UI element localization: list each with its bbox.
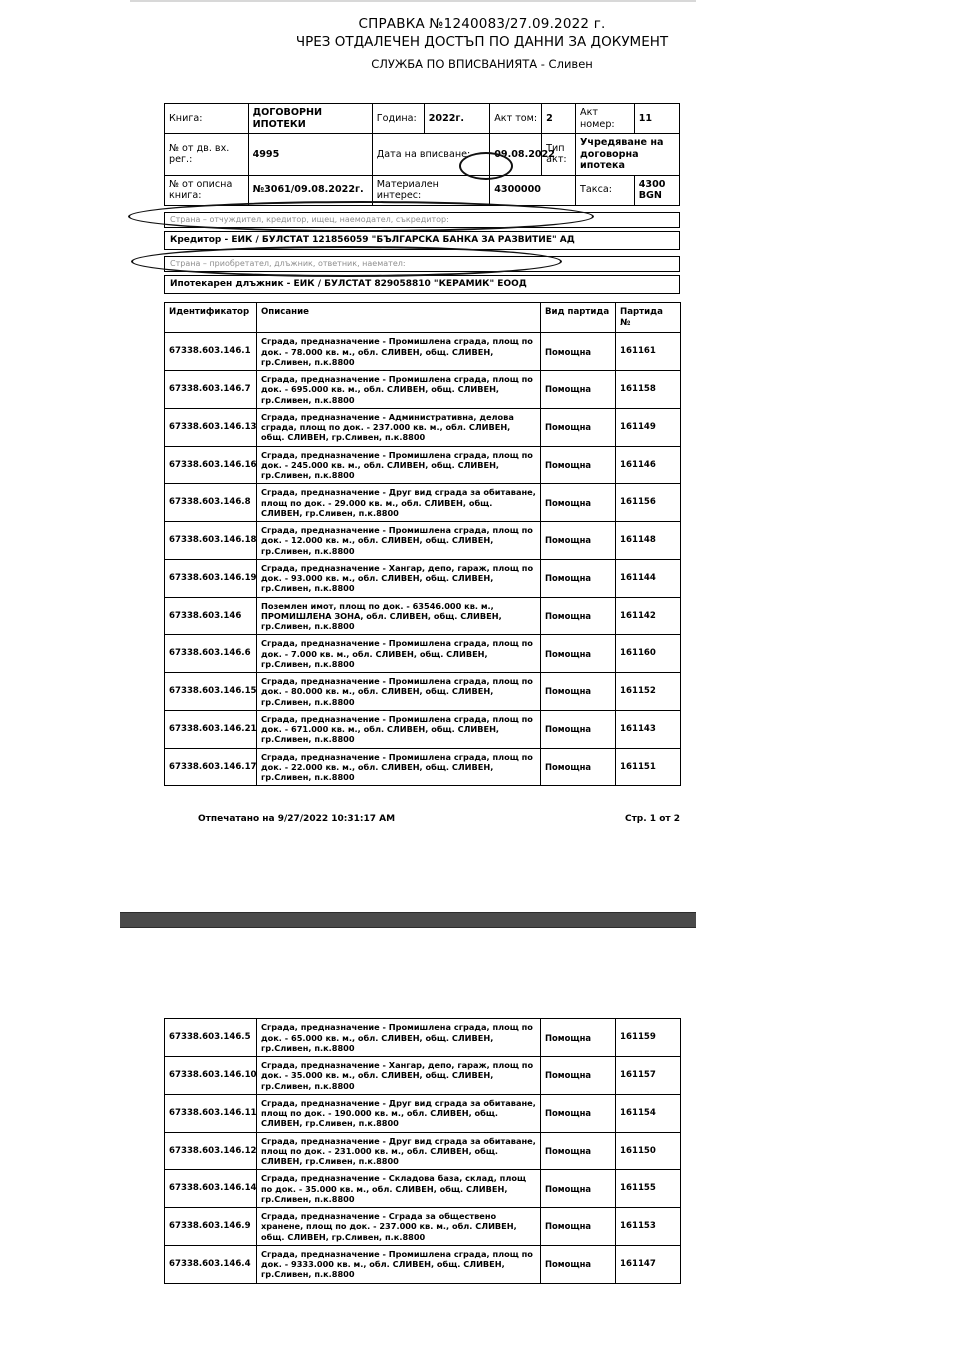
debtor-value: Ипотекарен длъжник - ЕИК / БУЛСТАТ 829058810 "КЕРАМИК" ЕООД xyxy=(165,275,680,293)
cell-kind: Помощна xyxy=(541,333,616,371)
cell-description: Сграда, предназначение - Промишлена сграда, площ по док. - 671.000 кв. м., обл. СЛИВЕН, общ. СЛИВЕН, гр.Сливен, п.к.8800 xyxy=(257,710,541,748)
cell-kind: Помощна xyxy=(541,1208,616,1246)
table-row xyxy=(165,175,680,205)
cell-description: Сграда, предназначение - Хангар, депо, гараж, площ по док. - 93.000 кв. м., обл. СЛИВЕН, общ. СЛИВЕН, гр.Сливен, п.к.8800 xyxy=(257,559,541,597)
cell-identifier: 67338.603.146.18 xyxy=(165,522,257,560)
table-row xyxy=(165,371,681,409)
cell-part-no: 161158 xyxy=(616,371,681,409)
acquirer-caption-table xyxy=(164,256,680,272)
cell-description: Сграда, предназначение - Промишлена сграда, площ по док. - 65.000 кв. м., обл. СЛИВЕН, общ. СЛИВЕН, гр.Сливен, п.к.8800 xyxy=(257,1019,541,1057)
cell-identifier: 67338.603.146.15 xyxy=(165,673,257,711)
book-label: Книга: xyxy=(165,104,249,134)
cell-identifier: 67338.603.146.12 xyxy=(165,1132,257,1170)
cell-identifier: 67338.603.146.8 xyxy=(165,484,257,522)
document-body-2 xyxy=(164,1018,680,1283)
cell-identifier: 67338.603.146.1 xyxy=(165,333,257,371)
cell-kind: Помощна xyxy=(541,1019,616,1057)
cell-part-no: 161142 xyxy=(616,597,681,635)
entry-date-value: 09.08.2022 xyxy=(490,134,542,176)
cell-identifier: 67338.603.146.10 xyxy=(165,1057,257,1095)
table-row xyxy=(165,408,681,446)
table-row xyxy=(165,231,680,249)
table-row xyxy=(165,1208,681,1246)
cell-part-no: 161159 xyxy=(616,1019,681,1057)
cell-identifier: 67338.603.146.16 xyxy=(165,446,257,484)
cell-description: Сграда, предназначение - Промишлена сграда, площ по док. - 80.000 кв. м., обл. СЛИВЕН, общ. СЛИВЕН, гр.Сливен, п.к.8800 xyxy=(257,673,541,711)
cell-part-no: 161143 xyxy=(616,710,681,748)
table-header-row xyxy=(165,303,681,333)
cell-part-no: 161151 xyxy=(616,748,681,786)
cell-kind: Помощна xyxy=(541,484,616,522)
cell-part-no: 161156 xyxy=(616,484,681,522)
material-interest-value: 4300000 xyxy=(490,175,576,205)
table-row xyxy=(165,333,681,371)
printed-timestamp: Отпечатано на 9/27/2022 10:31:17 AM xyxy=(198,814,396,825)
inventory-label: № от описна книга: xyxy=(165,175,249,205)
cell-part-no: 161150 xyxy=(616,1132,681,1170)
cell-kind: Помощна xyxy=(541,559,616,597)
page-footer-1 xyxy=(164,814,680,824)
reg-no-value: 4995 xyxy=(248,134,372,176)
cell-part-no: 161144 xyxy=(616,559,681,597)
transferor-value-table xyxy=(164,231,680,250)
table-row xyxy=(165,673,681,711)
cell-kind: Помощна xyxy=(541,710,616,748)
cell-identifier: 67338.603.146.6 xyxy=(165,635,257,673)
cell-part-no: 161154 xyxy=(616,1094,681,1132)
cell-part-no: 161149 xyxy=(616,408,681,446)
acquirer-value-table xyxy=(164,275,680,294)
reg-no-label: № от дв. вх. рег.: xyxy=(165,134,249,176)
properties-table-page-2 xyxy=(164,1018,681,1283)
cell-part-no: 161152 xyxy=(616,673,681,711)
act-info-table xyxy=(164,103,680,206)
column-header-description: Описание xyxy=(257,303,541,333)
table-row xyxy=(165,484,681,522)
table-row xyxy=(165,256,680,271)
table-row xyxy=(165,597,681,635)
document-body xyxy=(164,103,680,786)
cell-kind: Помощна xyxy=(541,635,616,673)
table-row xyxy=(165,275,680,293)
cell-part-no: 161153 xyxy=(616,1208,681,1246)
table-row xyxy=(165,104,680,134)
cell-description: Сграда, предназначение - Складова база, склад, площ по док. - 35.000 кв. м., обл. СЛИВЕН, общ. СЛИВЕН, гр.Сливен, п.к.8800 xyxy=(257,1170,541,1208)
table-row xyxy=(165,1132,681,1170)
document-title: СПРАВКА №1240083/27.09.2022 г. xyxy=(358,16,606,32)
page-top-divider xyxy=(130,0,696,2)
cell-description: Сграда, предназначение - Промишлена сграда, площ по док. - 12.000 кв. м., обл. СЛИВЕН, общ. СЛИВЕН, гр.Сливен, п.к.8800 xyxy=(257,522,541,560)
properties-table-body-1 xyxy=(165,333,681,786)
table-row xyxy=(165,212,680,227)
material-interest-label: Материален интерес: xyxy=(372,175,489,205)
document-subtitle: ЧРЕЗ ОТДАЛЕЧЕН ДОСТЪП ПО ДАННИ ЗА ДОКУМЕНТ xyxy=(295,34,669,50)
act-volume-label: Акт том: xyxy=(490,104,542,134)
cell-kind: Помощна xyxy=(541,408,616,446)
year-label: Година: xyxy=(372,104,424,134)
table-row xyxy=(165,134,680,176)
cell-part-no: 161161 xyxy=(616,333,681,371)
cell-part-no: 161157 xyxy=(616,1057,681,1095)
document-header xyxy=(0,0,964,71)
cell-part-no: 161148 xyxy=(616,522,681,560)
year-value: 2022г. xyxy=(424,104,490,134)
table-row xyxy=(165,635,681,673)
cell-description: Сграда, предназначение - Промишлена сграда, площ по док. - 7.000 кв. м., обл. СЛИВЕН, общ. СЛИВЕН, гр.Сливен, п.к.8800 xyxy=(257,635,541,673)
cell-description: Сграда, предназначение - Административна, делова сграда, площ по док. - 237.000 кв. м., обл. СЛИВЕН, общ. СЛИВЕН, гр.Сливен, п.к.8800 xyxy=(257,408,541,446)
table-row xyxy=(165,522,681,560)
table-row xyxy=(165,1170,681,1208)
cell-kind: Помощна xyxy=(541,597,616,635)
cell-description: Поземлен имот, площ по док. - 63546.000 кв. м., ПРОМИШЛЕНА ЗОНА, обл. СЛИВЕН, общ. СЛИВЕН, гр.Сливен, п.к.8800 xyxy=(257,597,541,635)
fee-label: Такса: xyxy=(576,175,635,205)
act-number-label: Акт номер: xyxy=(576,104,635,134)
properties-table-body-2 xyxy=(165,1019,681,1283)
cell-description: Сграда, предназначение - Промишлена сграда, площ по док. - 22.000 кв. м., обл. СЛИВЕН, общ. СЛИВЕН, гр.Сливен, п.к.8800 xyxy=(257,748,541,786)
cell-kind: Помощна xyxy=(541,1057,616,1095)
cell-description: Сграда, предназначение - Промишлена сграда, площ по док. - 9333.000 кв. м., обл. СЛИВЕН, общ. СЛИВЕН, гр.Сливен, п.к.8800 xyxy=(257,1245,541,1283)
cell-description: Сграда, предназначение - Промишлена сграда, площ по док. - 245.000 кв. м., обл. СЛИВЕН, общ. СЛИВЕН, гр.Сливен, п.к.8800 xyxy=(257,446,541,484)
cell-description: Сграда, предназначение - Промишлена сграда, площ по док. - 695.000 кв. м., обл. СЛИВЕН, общ. СЛИВЕН, гр.Сливен, п.к.8800 xyxy=(257,371,541,409)
creditor-value: Кредитор - ЕИК / БУЛСТАТ 121856059 "БЪЛГАРСКА БАНКА ЗА РАЗВИТИЕ" АД xyxy=(165,231,680,249)
table-row xyxy=(165,1019,681,1057)
page-break-bar xyxy=(120,912,696,928)
cell-identifier: 67338.603.146.5 xyxy=(165,1019,257,1057)
table-row xyxy=(165,446,681,484)
inventory-value: №3061/09.08.2022г. xyxy=(248,175,372,205)
cell-identifier: 67338.603.146.11 xyxy=(165,1094,257,1132)
table-row xyxy=(165,748,681,786)
transferor-caption: Страна – отчуждител, кредитор, ищец, наемодател, съкредитор: xyxy=(165,212,680,227)
registry-office: СЛУЖБА ПО ВПИСВАНИЯТА - Сливен xyxy=(371,57,593,71)
cell-part-no: 161146 xyxy=(616,446,681,484)
cell-description: Сграда, предназначение - Друг вид сграда за обитаване, площ по док. - 231.000 кв. м., обл. СЛИВЕН, общ. СЛИВЕН, гр.Сливен, п.к.8800 xyxy=(257,1132,541,1170)
cell-identifier: 67338.603.146 xyxy=(165,597,257,635)
cell-identifier: 67338.603.146.9 xyxy=(165,1208,257,1246)
act-volume-value: 2 xyxy=(542,104,576,134)
cell-identifier: 67338.603.146.17 xyxy=(165,748,257,786)
fee-value: 4300 BGN xyxy=(634,175,679,205)
act-type-label: Тип акт: xyxy=(542,134,576,176)
entry-date-label: Дата на вписване: xyxy=(372,134,489,176)
cell-kind: Помощна xyxy=(541,1132,616,1170)
cell-kind: Помощна xyxy=(541,1094,616,1132)
table-row xyxy=(165,1094,681,1132)
column-header-identifier: Идентификатор xyxy=(165,303,257,333)
cell-part-no: 161155 xyxy=(616,1170,681,1208)
cell-identifier: 67338.603.146.4 xyxy=(165,1245,257,1283)
cell-description: Сграда, предназначение - Хангар, депо, гараж, площ по док. - 35.000 кв. м., обл. СЛИВЕН, общ. СЛИВЕН, гр.Сливен, п.к.8800 xyxy=(257,1057,541,1095)
cell-kind: Помощна xyxy=(541,446,616,484)
cell-part-no: 161147 xyxy=(616,1245,681,1283)
table-row xyxy=(165,1057,681,1095)
act-number-value: 11 xyxy=(634,104,679,134)
acquirer-caption: Страна – приобретател, длъжник, ответник, наемател: xyxy=(165,256,680,271)
cell-identifier: 67338.603.146.19 xyxy=(165,559,257,597)
cell-identifier: 67338.603.146.21 xyxy=(165,710,257,748)
cell-kind: Помощна xyxy=(541,1245,616,1283)
table-row xyxy=(165,710,681,748)
table-row xyxy=(165,559,681,597)
cell-kind: Помощна xyxy=(541,673,616,711)
cell-description: Сграда, предназначение - Друг вид сграда за обитаване, площ по док. - 29.000 кв. м., обл. СЛИВЕН, общ. СЛИВЕН, гр.Сливен, п.к.8800 xyxy=(257,484,541,522)
cell-identifier: 67338.603.146.13 xyxy=(165,408,257,446)
cell-description: Сграда, предназначение - Промишлена сграда, площ по док. - 78.000 кв. м., обл. СЛИВЕН, общ. СЛИВЕН, гр.Сливен, п.к.8800 xyxy=(257,333,541,371)
column-header-part-no: Партида № xyxy=(616,303,681,333)
cell-kind: Помощна xyxy=(541,371,616,409)
page-indicator: Стр. 1 от 2 xyxy=(624,814,680,825)
cell-description: Сграда, предназначение - Сграда за обществено хранене, площ по док. - 237.000 кв. м., обл. СЛИВЕН, общ. СЛИВЕН, гр.Сливен, п.к.8800 xyxy=(257,1208,541,1246)
act-type-value: Учредяване на договорна ипотека xyxy=(576,134,680,176)
table-row xyxy=(165,1245,681,1283)
column-header-kind: Вид партида xyxy=(541,303,616,333)
properties-table-page-1 xyxy=(164,302,681,786)
cell-kind: Помощна xyxy=(541,748,616,786)
transferor-caption-table xyxy=(164,212,680,228)
cell-kind: Помощна xyxy=(541,522,616,560)
cell-identifier: 67338.603.146.7 xyxy=(165,371,257,409)
cell-identifier: 67338.603.146.14 xyxy=(165,1170,257,1208)
book-value: ДОГОВОРНИ ИПОТЕКИ xyxy=(248,104,372,134)
cell-kind: Помощна xyxy=(541,1170,616,1208)
cell-description: Сграда, предназначение - Друг вид сграда за обитаване, площ по док. - 190.000 кв. м., обл. СЛИВЕН, общ. СЛИВЕН, гр.Сливен, п.к.8800 xyxy=(257,1094,541,1132)
cell-part-no: 161160 xyxy=(616,635,681,673)
